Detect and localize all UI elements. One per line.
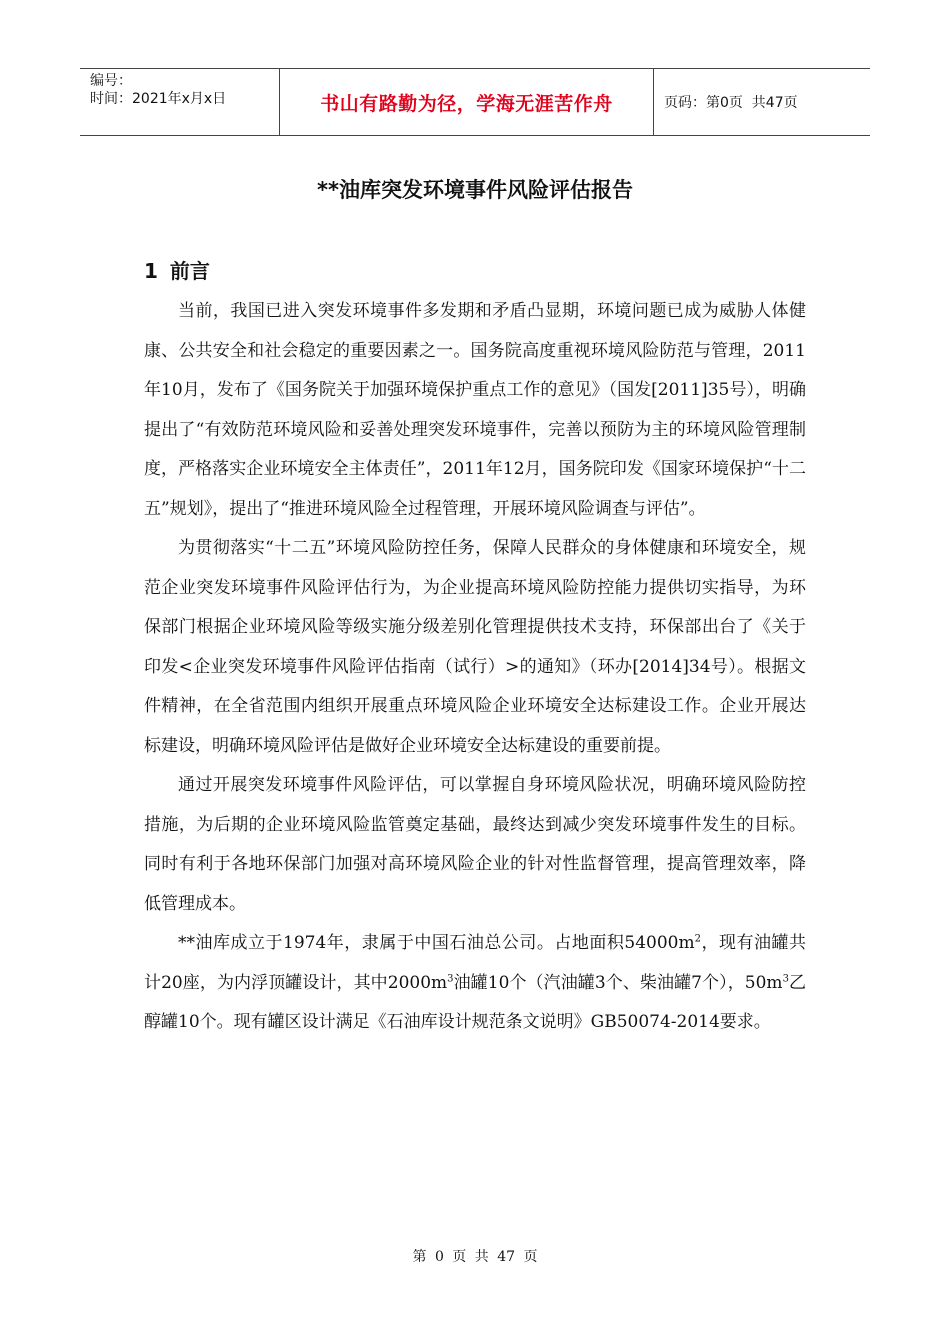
- paragraph: 通过开展突发环境事件风险评估，可以掌握自身环境风险状况，明确环境风险防控措施，为后期的企业环境风险监管奠定基础，最终达到减少突发环境事件发生的目标。同时有利于各地环保部门加强对高环境风险企业的针对性监督管理，提高管理效率，降低管理成本。: [144, 775, 806, 914]
- serial-label: 编号：: [90, 73, 132, 89]
- section-heading: [144, 255, 210, 284]
- superscript: 3: [447, 972, 454, 984]
- section-number: 1: [144, 259, 158, 283]
- paragraph-depot-intro: [144, 924, 806, 1043]
- superscript: 3: [782, 972, 789, 984]
- document-title: **油库突发环境事件风险评估报告: [317, 178, 633, 202]
- paragraph: 当前，我国已进入突发环境事件多发期和矛盾凸显期，环境问题已成为威胁人体健康、公共安全和社会稳定的重要因素之一。国务院高度重视环境风险防范与管理，2011年10月，发布了《国务院关于加强环境保护重点工作的意见》（国发[2011]35号），明确提出了“有效防范环境风险和妥善处理突发环境事件，完善以预防为主的环境风险管理制度，严格落实企业环境安全主体责任”，2011年12月，国务院印发《国家环境保护“十二五”规划》，提出了“推进环境风险全过程管理，开展环境风险调查与评估”。: [144, 301, 806, 519]
- superscript: 2: [694, 933, 701, 945]
- page-footer: 第 0 页 共 47 页: [412, 1249, 538, 1265]
- header-table: [80, 68, 870, 136]
- header-meta: [80, 69, 280, 135]
- paragraph: 为贯彻落实“十二五”环境风险防控任务，保障人民群众的身体健康和环境安全，规范企业突发环境事件风险评估行为，为企业提高环境风险防控能力提供切实指导，为环保部门根据企业环境风险等级实施分级差别化管理提供技术支持，环保部出台了《关于印发<企业突发环境事件风险评估指南（试行）>的通知》（环办[2014]34号）。根据文件精神，在全省范围内组织开展重点环境风险企业环境安全达标建设工作。企业开展达标建设，明确环境风险评估是做好企业环境安全达标建设的重要前提。: [144, 538, 806, 756]
- text-run: **油库成立于1974年，隶属于中国石油总公司。占地面积54000m: [178, 933, 695, 953]
- body-text: [144, 292, 806, 1043]
- header-page-info: 页码：第0页 共47页: [664, 95, 798, 111]
- section-title: 前言: [169, 259, 210, 283]
- text-run: 乙醇罐10个。现有罐区设计满足《石油库设计规范条文说明》GB50074-2014要求。: [144, 972, 807, 1032]
- time-label: 时间：2021年x月x日: [90, 91, 227, 107]
- text-run: 油罐10个（汽油罐3个、柴油罐7个），50m: [453, 972, 783, 993]
- header-motto: 书山有路勤为径，学海无涯苦作舟: [280, 69, 654, 135]
- text-run: ，现有油罐共计20座，为内浮顶罐设计，其中2000m: [144, 933, 806, 993]
